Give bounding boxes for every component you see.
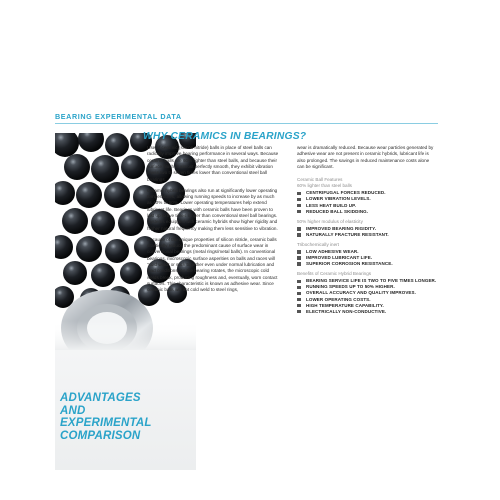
ceramic-ball	[76, 182, 102, 208]
ceramic-ball	[91, 263, 115, 287]
square-bullet-icon	[297, 298, 301, 302]
body-column-right	[297, 145, 437, 319]
square-bullet-icon	[297, 192, 301, 196]
list-item-text: SUPERIOR CORROSION RESISTANCE.	[306, 261, 393, 267]
side-heading	[60, 392, 194, 442]
list-item-text: BEARING SERVICE LIFE IS TWO TO FIVE TIMES LONGER.	[306, 278, 437, 284]
group-subtitle: 60% lighter than steel balls	[297, 183, 352, 189]
feature-list	[297, 190, 437, 214]
ceramic-ball	[104, 182, 130, 208]
section-header: BEARING EXPERIMENTAL DATA	[55, 112, 182, 121]
list-item-text: REDUCED BALL SKIDDING.	[306, 208, 369, 214]
ceramic-ball	[91, 155, 119, 183]
ceramic-ball	[64, 154, 90, 180]
list-item-text: RUNNING SPEEDS UP TO 50% HIGHER.	[306, 284, 395, 290]
paragraph: Because of the unique properties of silicon nitride, ceramic balls drastically reduce the predominant cause of surface wear in conventional bearings (metal rings/metal balls). In conventional bearings, microscopic surface asperities on balls and races will "cold weld" or stick together even under normal lubrication and load conditions. As the bearing rotates, the microscopic cold welds break, producing roughness and, eventually, worn contact surfaces. This characteristic is known as adhesive wear. Since ceramic balls will not cold weld to steel rings,	[147, 236, 278, 293]
inert-group	[297, 242, 437, 267]
ceramic-ball	[120, 262, 142, 284]
side-heading-line: AND	[60, 404, 86, 417]
main-heading: WHY CERAMICS IN BEARINGS?	[143, 131, 307, 142]
list-item	[297, 209, 437, 215]
square-bullet-icon	[297, 262, 301, 266]
square-bullet-icon	[297, 256, 301, 260]
side-heading-line: ADVANTAGES	[60, 392, 141, 404]
feature-list	[297, 226, 437, 238]
list-item-text: LESS HEAT BUILD UP.	[306, 202, 356, 208]
side-heading-line: EXPERIMENTAL	[60, 417, 152, 429]
list-item	[297, 261, 437, 267]
features-group	[297, 177, 437, 214]
group-title: 50% higher modulus of elasticity	[297, 218, 363, 224]
paragraph: wear is dramatically reduced. Because wear particles generated by adhesive wear are not present in ceramic hybrids, lubricant life is also prolonged. The savings in reduced maintenance costs alone can be significant.	[297, 145, 434, 170]
elasticity-group	[297, 219, 437, 238]
square-bullet-icon	[297, 233, 301, 237]
square-bullet-icon	[297, 310, 301, 314]
body-column-left	[147, 145, 280, 298]
feature-list	[297, 249, 437, 267]
ceramic-ball	[118, 210, 144, 236]
list-item-text: ELECTRICALLY NON-CONDUCTIVE.	[306, 308, 387, 314]
square-bullet-icon	[297, 286, 301, 290]
group-title: Tribochemically inert	[297, 241, 339, 247]
paragraph: Use of ceramic (silicon nitride) balls in place of steel balls can radically improve bearing performance in several ways. Because ceramic balls are 60% lighter than steel balls, and because their surface finish is almost perfectly smooth, they exhibit vibration levels two to seven times lower than conventional steel ball bearings.	[147, 145, 279, 182]
ceramic-ball	[105, 239, 129, 263]
ceramic-ball	[62, 208, 88, 234]
list-item-text: NATURALLY FRACTURE RESISTANT.	[306, 231, 389, 237]
square-bullet-icon	[297, 210, 301, 214]
list-item	[297, 309, 437, 315]
list-item-text: LOWER OPERATING COSTS.	[306, 296, 371, 302]
ceramic-ball	[121, 155, 145, 179]
paragraph: Ceramic hybrid bearings also run at significantly lower operating temperatures, allowing running speeds to increase by as much as 40% to 50%. Lower operating temperatures help extend lubricant life. Bearings with ceramic balls have been proven to last up to five times longer than conventional steel ball bearings. Systems equipped with ceramic hybrids show higher rigidity and higher natural frequency making them less sensitive to vibration.	[147, 187, 278, 231]
square-bullet-icon	[297, 204, 301, 208]
list-item-text: IMPROVED LUBRICANT LIFE.	[306, 255, 373, 261]
list-item-text: CENTRIFUGAL FORCES REDUCED.	[306, 190, 386, 196]
square-bullet-icon	[297, 280, 301, 284]
list-item-text: LOW ADHESIVE WEAR.	[306, 248, 359, 254]
list-item-text: LOWER VIBRATION LEVELS.	[306, 196, 371, 202]
square-bullet-icon	[297, 198, 301, 202]
list-item-text: IMPROVED BEARING RIGIDITY.	[306, 225, 377, 231]
benefits-group	[297, 271, 437, 315]
ceramic-ball	[105, 133, 129, 157]
ceramic-ball	[91, 211, 115, 235]
ceramic-ball	[63, 261, 87, 285]
square-bullet-icon	[297, 227, 301, 231]
square-bullet-icon	[297, 304, 301, 308]
feature-list	[297, 278, 437, 315]
ceramic-ball	[76, 236, 102, 262]
list-item-text: HIGH TEMPERATURE CAPABILITY.	[306, 302, 384, 308]
group-title: Ceramic Ball Features	[297, 177, 343, 183]
header-divider	[55, 123, 438, 124]
list-item	[297, 232, 437, 238]
side-heading-line: COMPARISON	[60, 429, 141, 442]
list-item-text: OVERALL ACCURACY AND QUALITY IMPROVES.	[306, 290, 416, 296]
square-bullet-icon	[297, 250, 301, 254]
square-bullet-icon	[297, 292, 301, 296]
group-title: Benefits of Ceramic Hybrid Bearings	[297, 271, 372, 277]
